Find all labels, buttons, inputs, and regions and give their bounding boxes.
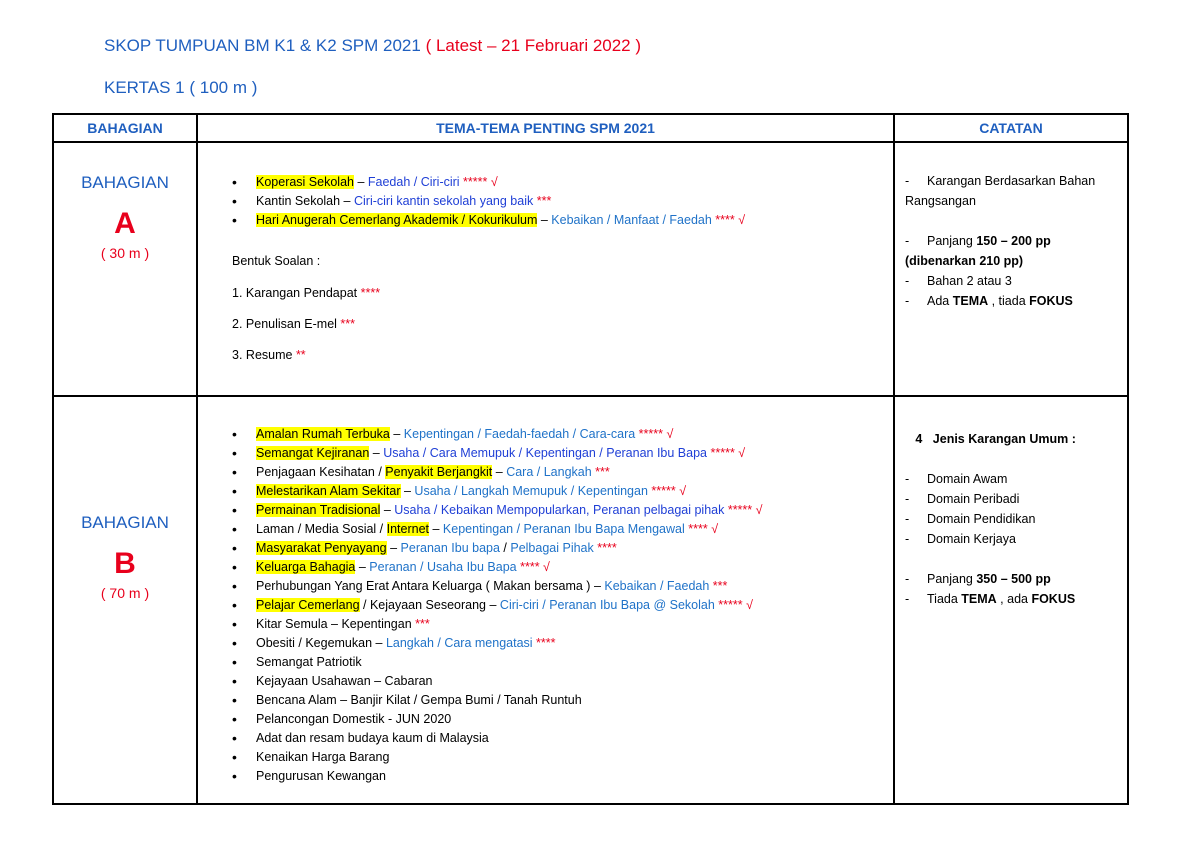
note-bold: TEMA <box>961 592 997 606</box>
section-a-letter: A <box>114 207 136 240</box>
document-title <box>104 36 641 56</box>
section-a-marks: ( 30 m ) <box>100 245 150 261</box>
note-line <box>905 589 1127 609</box>
topic-lblue: Kepentingan / Faedah-faedah / Cara-cara <box>403 427 636 441</box>
topic-sep: – <box>355 560 370 574</box>
topic-sep: – <box>389 427 404 441</box>
topic-stars: *** <box>709 579 728 593</box>
form-number: 2. <box>232 317 243 331</box>
topic-plain: Pelancongan Domestik - JUN 2020 <box>256 712 452 726</box>
topic-tick: √ <box>734 446 746 460</box>
topic-lblue: Peranan / Usaha Ibu Bapa <box>369 560 517 574</box>
note-line <box>905 191 1127 211</box>
topic-lblue2: Pelbagai Pihak <box>510 541 594 555</box>
note-text: Domain Peribadi <box>927 492 1020 506</box>
topic-hl: Permainan Tradisional <box>256 503 381 517</box>
note-bold: (dibenarkan 210 pp) <box>905 254 1024 268</box>
list-item <box>232 577 893 596</box>
form-item <box>232 346 893 365</box>
topic-hl: Hari Anugerah Cemerlang Akademik / Kokurikulum <box>256 213 538 227</box>
section-b-notes-cell <box>894 396 1128 804</box>
topic-lblue: Kebaikan / Faedah <box>604 579 710 593</box>
note-line <box>905 529 1127 549</box>
note-bold: 150 – 200 pp <box>976 234 1051 248</box>
topic-plain: Adat dan resam budaya kaum di Malaysia <box>256 731 489 745</box>
topic-blue: Usaha / Kebaikan Mempopularkan, Peranan pelbagai pihak <box>394 503 725 517</box>
note-line <box>905 231 1127 251</box>
note-pre: Ada <box>927 294 953 308</box>
note-gap <box>905 549 1127 569</box>
topic-blue: Faedah / Ciri-ciri <box>367 175 460 189</box>
section-b-row <box>53 396 1128 804</box>
note-text: Domain Kerjaya <box>927 532 1016 546</box>
topic-lblue: Ciri-ciri / Peranan Ibu Bapa @ Sekolah <box>499 598 715 612</box>
note-line <box>905 509 1127 529</box>
topic-lblue: Kebaikan / Manfaat / Faedah <box>551 213 712 227</box>
form-text: Resume <box>245 348 293 362</box>
topic-stars: ***** <box>647 484 676 498</box>
title-latest: ( Latest – 21 Februari 2022 ) <box>425 36 642 55</box>
topic-stars: **** <box>711 213 735 227</box>
topic-tick: √ <box>662 427 674 441</box>
header-bahagian: BAHAGIAN <box>53 114 197 142</box>
list-item <box>232 173 893 192</box>
form-item <box>232 315 893 334</box>
topic-sep: – <box>386 541 401 555</box>
topic-tick: √ <box>487 175 498 189</box>
topic-lblue: Kepentingan / Peranan Ibu Bapa Mengawal <box>442 522 685 536</box>
list-item <box>232 482 893 501</box>
topic-hl: Penyakit Berjangkit <box>385 465 493 479</box>
topic-sep: – <box>400 484 415 498</box>
topic-lblue: Usaha / Langkah Memupuk / Kepentingan <box>414 484 648 498</box>
topic-hl: Amalan Rumah Terbuka <box>256 427 390 441</box>
note-gap <box>905 449 1127 469</box>
topic-hl: Internet <box>386 522 430 536</box>
topic-lblue: Cara / Langkah <box>506 465 592 479</box>
section-a-word: BAHAGIAN <box>81 173 169 192</box>
section-a-notes <box>895 171 1127 311</box>
topics-table <box>52 113 1129 805</box>
list-item <box>232 767 893 786</box>
topic-stars: ***** <box>459 175 488 189</box>
list-item <box>232 520 893 539</box>
form-stars: **** <box>357 286 381 300</box>
note-text: 4 Jenis Karangan Umum : <box>905 432 1076 446</box>
topic-plain: Penjagaan Kesihatan / <box>256 465 386 479</box>
topic-plain: Kejayaan Usahawan – Cabaran <box>256 674 433 688</box>
form-text: Karangan Pendapat <box>245 286 358 300</box>
topic-tick: √ <box>675 484 687 498</box>
list-item <box>232 691 893 710</box>
form-list <box>198 284 893 365</box>
section-b-notes <box>895 429 1127 609</box>
list-item <box>232 444 893 463</box>
topic-plain: Pengurusan Kewangan <box>256 769 386 783</box>
list-item <box>232 729 893 748</box>
topic-plain: Kantin Sekolah – <box>256 194 354 208</box>
topic-stars: ***** <box>724 503 753 517</box>
topic-stars: *** <box>533 194 552 208</box>
note-post: , tiada <box>988 294 1030 308</box>
topic-sep: – <box>492 465 507 479</box>
note-line <box>905 469 1127 489</box>
section-a-label-cell <box>53 142 197 396</box>
topic-tick: √ <box>539 560 550 574</box>
topic-plain: Kitar Semula – Kepentingan <box>256 617 412 631</box>
header-catatan: CATATAN <box>894 114 1128 142</box>
topic-blue: Usaha / Cara Memupuk / Kepentingan / Peranan Ibu Bapa <box>383 446 708 460</box>
form-label: Bentuk Soalan : <box>232 254 321 268</box>
list-item <box>232 596 893 615</box>
form-number: 3. <box>232 348 243 362</box>
topic-hl: Keluarga Bahagia <box>256 560 356 574</box>
note-pre: Panjang <box>927 234 977 248</box>
list-item <box>232 211 893 230</box>
note-line <box>905 171 1127 191</box>
topic-tick: √ <box>734 213 746 227</box>
section-a-topic-list <box>198 173 893 230</box>
note-text: Domain Pendidikan <box>927 512 1036 526</box>
list-item <box>232 748 893 767</box>
topic-plain: Perhubungan Yang Erat Antara Keluarga ( Makan bersama ) – <box>256 579 605 593</box>
topic-tick: √ <box>707 522 719 536</box>
section-a-notes-cell <box>894 142 1128 396</box>
topic-plain: Laman / Media Sosial / <box>256 522 387 536</box>
topic-plain2: Kejayaan Seseorang – <box>369 598 500 612</box>
topic-stars: *** <box>591 465 610 479</box>
topic-stars: ***** <box>714 598 743 612</box>
topic-stars: **** <box>593 541 617 555</box>
list-item <box>232 425 893 444</box>
section-b-label-cell <box>53 396 197 804</box>
note-line <box>905 251 1127 271</box>
note-gap <box>905 211 1127 231</box>
topic-stars: ***** <box>707 446 735 460</box>
topic-sep: – <box>429 522 443 536</box>
topic-hl: Masyarakat Penyayang <box>256 541 387 555</box>
note-text: Karangan Berdasarkan Bahan <box>927 174 1096 188</box>
topic-plain: Kenaikan Harga Barang <box>256 750 390 764</box>
document-subtitle: KERTAS 1 ( 100 m ) <box>104 78 258 97</box>
topic-plain: Obesiti / Kegemukan – <box>256 636 386 650</box>
topic-stars: **** <box>516 560 540 574</box>
list-item <box>232 710 893 729</box>
topic-tick: √ <box>742 598 753 612</box>
topic-plain2: / <box>499 541 511 555</box>
note-bold: TEMA <box>952 294 989 308</box>
section-a-row <box>53 142 1128 396</box>
note-text: Bahan 2 atau 3 <box>927 274 1012 288</box>
topic-sep: – <box>369 446 384 460</box>
topic-sep: – <box>380 503 395 517</box>
topic-plain: Bencana Alam – Banjir Kilat / Gempa Bumi / Tanah Runtuh <box>256 693 582 707</box>
note-pre: Tiada <box>927 592 962 606</box>
topic-lblue: Langkah / Cara mengatasi <box>385 636 533 650</box>
topic-hl: Pelajar Cemerlang <box>256 598 360 612</box>
form-number: 1. <box>232 286 243 300</box>
topic-stars: *** <box>411 617 430 631</box>
section-b-topics-cell <box>197 396 894 804</box>
note-text: Domain Awam <box>927 472 1008 486</box>
form-stars: *** <box>336 317 356 331</box>
note-text: Rangsangan <box>905 194 976 208</box>
topic-tick: √ <box>752 503 763 517</box>
note-line <box>905 489 1127 509</box>
section-b-topic-list <box>198 425 893 786</box>
title-main: SKOP TUMPUAN BM K1 & K2 SPM 2021 <box>104 36 421 55</box>
note-line <box>905 271 1127 291</box>
section-b-marks: ( 70 m ) <box>100 585 150 601</box>
note-line <box>905 569 1127 589</box>
note-pre: Panjang <box>927 572 977 586</box>
topic-sep: – <box>353 175 368 189</box>
list-item <box>232 672 893 691</box>
topic-hl: Semangat Kejiranan <box>256 446 370 460</box>
form-stars: ** <box>292 348 306 362</box>
topic-lblue: Peranan Ibu bapa <box>400 541 500 555</box>
topic-stars: **** <box>532 636 556 650</box>
list-item <box>232 501 893 520</box>
section-a-topics-cell <box>197 142 894 396</box>
form-item <box>232 284 893 303</box>
topic-hl: Melestarikan Alam Sekitar <box>256 484 401 498</box>
list-item <box>232 558 893 577</box>
list-item <box>232 653 893 672</box>
note-line <box>905 429 1127 449</box>
note-post: , ada <box>996 592 1032 606</box>
table-header-row <box>53 114 1128 142</box>
topic-stars: ***** <box>635 427 663 441</box>
note-line <box>905 291 1127 311</box>
topic-plain: Semangat Patriotik <box>256 655 362 669</box>
list-item <box>232 634 893 653</box>
note-bold: 350 – 500 pp <box>976 572 1051 586</box>
list-item <box>232 463 893 482</box>
topic-stars: **** <box>684 522 708 536</box>
list-item <box>232 192 893 211</box>
list-item <box>232 539 893 558</box>
topic-sep: – <box>537 213 552 227</box>
header-tema: TEMA-TEMA PENTING SPM 2021 <box>197 114 894 142</box>
note-bold2: FOKUS <box>1029 294 1073 308</box>
list-item <box>232 615 893 634</box>
section-b-letter: B <box>114 547 136 580</box>
topic-blue: Ciri-ciri kantin sekolah yang baik <box>354 194 534 208</box>
section-b-word: BAHAGIAN <box>81 513 169 532</box>
form-text: Penulisan E-mel <box>245 317 337 331</box>
topic-sep: / <box>359 598 370 612</box>
note-bold2: FOKUS <box>1031 592 1076 606</box>
topic-hl: Koperasi Sekolah <box>256 175 354 189</box>
